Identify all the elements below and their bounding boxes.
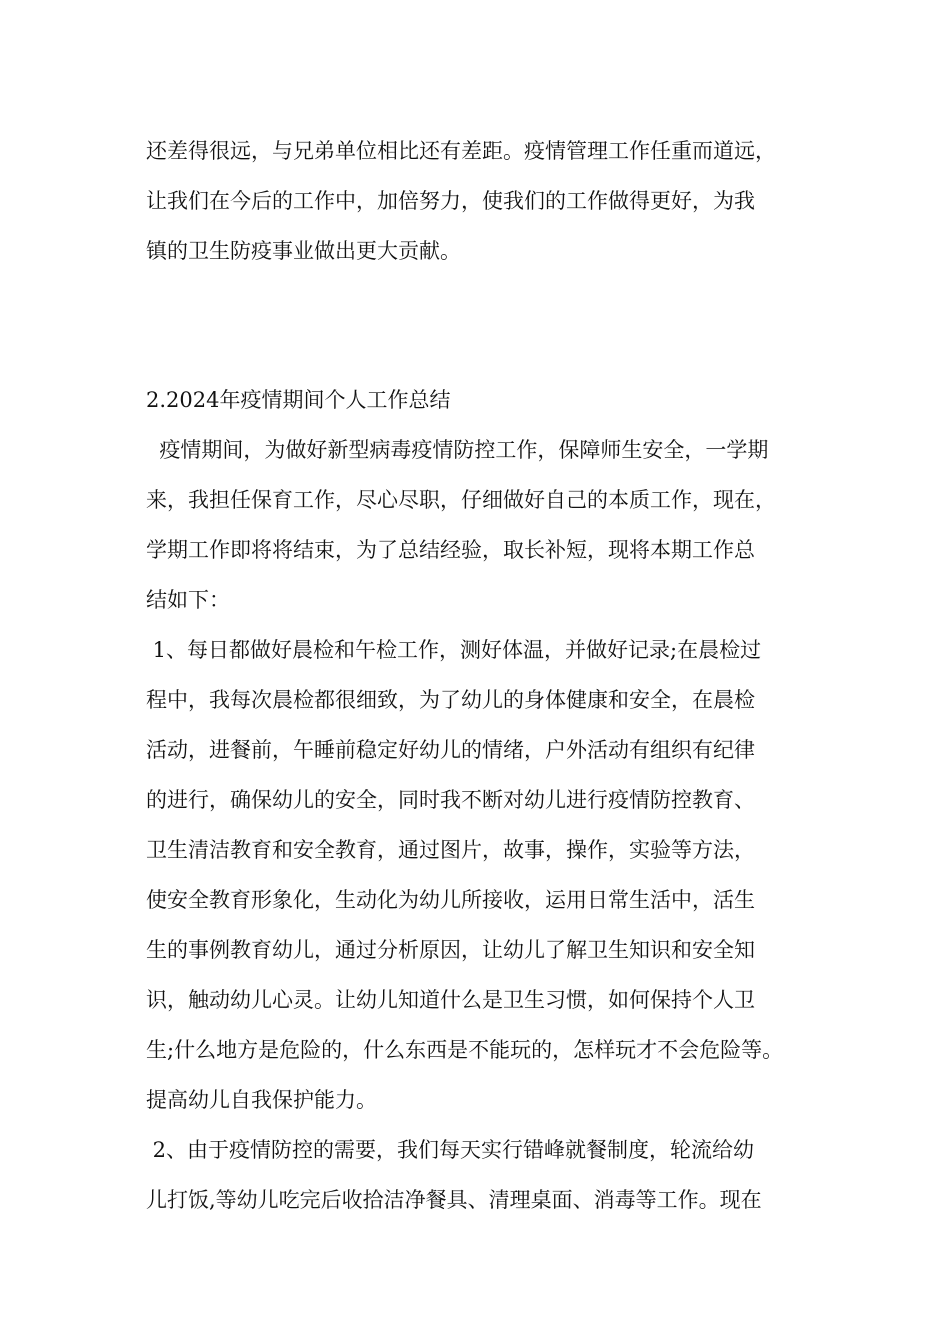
intro-line-1: 还差得很远，与兄弟单位相比还有差距。疫情管理工作任重而道远， [146, 139, 776, 163]
paragraph-2-line-1: 1、每日都做好晨检和午检工作，测好体温，并做好记录;在晨检过 [146, 638, 762, 662]
paragraph-2-line-9: 生;什么地方是危险的，什么东西是不能玩的，怎样玩才不会危险等。 [146, 1038, 784, 1062]
paragraph-3-line-1: 2、由于疫情防控的需要，我们每天实行错峰就餐制度，轮流给幼 [146, 1138, 755, 1162]
paragraph-2-line-10: 提高幼儿自我保护能力。 [146, 1088, 377, 1112]
paragraph-3-line-2: 儿打饭,等幼儿吃完后收拾洁净餐具、清理桌面、消毒等工作。现在 [146, 1188, 762, 1212]
paragraph-2-line-4: 的进行，确保幼儿的安全，同时我不断对幼儿进行疫情防控教育、 [146, 788, 755, 812]
intro-line-2: 让我们在今后的工作中，加倍努力，使我们的工作做得更好，为我 [146, 189, 755, 213]
paragraph-1-line-4: 结如下： [146, 588, 230, 612]
paragraph-2-line-5: 卫生清洁教育和安全教育，通过图片，故事，操作，实验等方法， [146, 838, 755, 862]
paragraph-2-line-8: 识，触动幼儿心灵。让幼儿知道什么是卫生习惯，如何保持个人卫 [146, 988, 755, 1012]
paragraph-2-line-2: 程中，我每次晨检都很细致，为了幼儿的身体健康和安全，在晨检 [146, 688, 755, 712]
paragraph-2-line-6: 使安全教育形象化，生动化为幼儿所接收，运用日常生活中，活生 [146, 888, 755, 912]
intro-line-3: 镇的卫生防疫事业做出更大贡献。 [146, 239, 461, 263]
paragraph-1-line-2: 来，我担任保育工作，尽心尽职，仔细做好自己的本质工作，现在， [146, 488, 776, 512]
paragraph-1-line-3: 学期工作即将将结束，为了总结经验，取长补短，现将本期工作总 [146, 538, 755, 562]
section-title: 2.2024年疫情期间个人工作总结 [146, 388, 451, 412]
paragraph-1-line-1: 疫情期间，为做好新型病毒疫情防控工作，保障师生安全，一学期 [146, 438, 769, 462]
paragraph-2-line-3: 活动，进餐前，午睡前稳定好幼儿的情绪，户外活动有组织有纪律 [146, 738, 755, 762]
paragraph-2-line-7: 生的事例教育幼儿，通过分析原因，让幼儿了解卫生知识和安全知 [146, 938, 755, 962]
